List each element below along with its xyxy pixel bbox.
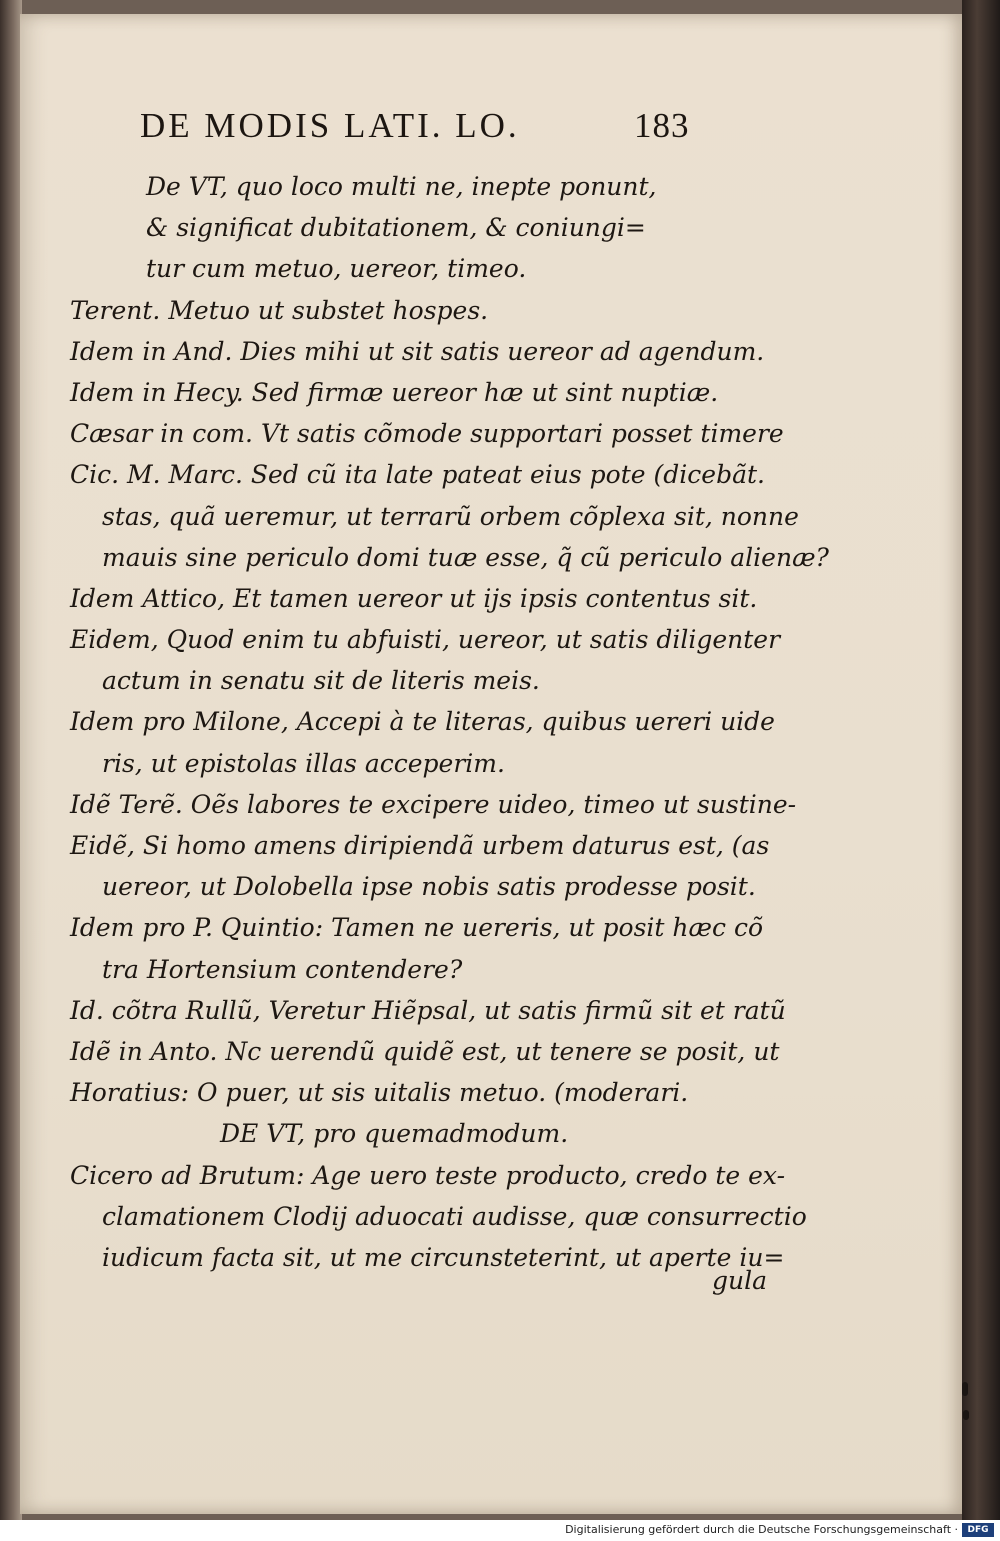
text-line: actum in senatu sit de literis meis. [102,666,540,696]
page-number: 183 [634,106,690,145]
text-line: tra Hortensium contendere? [102,954,463,984]
page-text [70,166,829,1278]
text-line: & significat dubitationem, & coniungi= [146,213,646,243]
running-header [140,106,700,146]
text-line: Idem pro Milone, Accepi à te literas, quibus uereri uide [70,707,775,737]
digitization-credit: Digitalisierung gefördert durch die Deutsche Forschungsgemeinschaft · [565,1523,958,1536]
text-line: Id. cõtra Rullũ, Veretur Hiẽpsal, ut satis firmũ sit et ratũ [70,995,786,1025]
book-right-edge [962,0,1000,1520]
text-line: Idem in And. Dies mihi ut sit satis uereor ad agendum. [70,336,765,366]
text-line: Cæsar in com. Vt satis cõmode supportari posset timere [70,419,784,449]
text-line: ris, ut epistolas illas acceperim. [102,748,505,778]
text-line: iudicum facta sit, ut me circunsteterint, ut aperte iu= [102,1242,785,1272]
text-line: De VT, quo loco multi ne, inepte ponunt, [146,172,657,201]
text-line: Eidem, Quod enim tu abfuisti, uereor, ut satis diligenter [70,625,781,655]
running-title: DE MODIS LATI. LO. [140,106,520,145]
text-line: Terent. Metuo ut substet hospes. [70,295,489,325]
text-line: tur cum metuo, uereor, timeo. [146,254,527,284]
text-line: Horatius: O puer, ut sis uitalis metuo. (moderari. [70,1078,689,1108]
text-line: Idem Attico, Et tamen uereor ut ijs ipsis contentus sit. [70,583,758,613]
text-line: Idẽ in Anto. Nc uerendũ quidẽ est, ut tenere se posit, ut [70,1036,780,1066]
dfg-logo: DFG [962,1523,994,1537]
binding-mark [963,1410,969,1420]
text-line: Idem pro P. Quintio: Tamen ne uereris, ut posit hæc cõ [70,913,763,943]
text-line: stas, quã ueremur, ut terrarũ orbem cõplexa sit, nonne [102,501,799,531]
book-binding-edge [0,0,22,1520]
text-line: Cic. M. Marc. Sed cũ ita late pateat eius pote (dicebãt. [70,460,765,490]
text-line: Cicero ad Brutum: Age uero teste producto, credo te ex- [70,1160,786,1190]
binding-mark [962,1382,968,1396]
catchword: gula [712,1266,768,1295]
text-line: Idem in Hecy. Sed firmæ uereor hæ ut sint nuptiæ. [70,377,719,407]
text-line: uereor, ut Dolobella ipse nobis satis prodesse posit. [102,872,756,902]
text-line: Idẽ Terẽ. Oẽs labores te excipere uideo, timeo ut sustine- [70,789,797,819]
text-line: Eidẽ, Si homo amens diripiendã urbem daturus est, (as [70,831,770,860]
text-line: clamationem Clodij aduocati audisse, quæ consurrectio [102,1201,807,1231]
text-line: mauis sine periculo domi tuæ esse, q̃ cũ periculo alienæ? [102,542,829,572]
section-heading: DE VT, pro quemadmodum. [220,1119,569,1149]
